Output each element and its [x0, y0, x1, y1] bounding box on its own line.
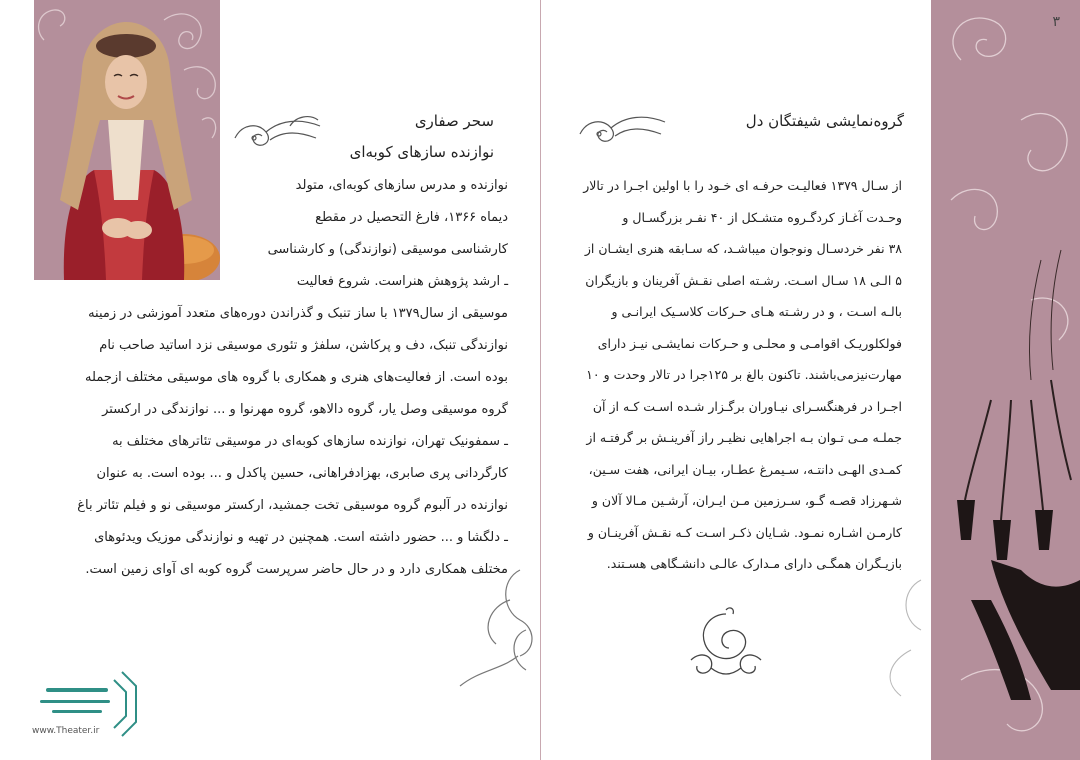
body-line: اجـرا در فرهنگسـرای نیـاوران برگـزار شـده اسـت کـه از آن — [592, 398, 902, 414]
bio-line: ـ دلگشا و ... حضور داشته است. همچنین در تهیه و نوازندگی موزیک ویدئوهای — [94, 530, 508, 545]
body-line: بالـه اسـت ، و در رشـته هـای حـرکات کلاسـیک ایرانـی و — [611, 304, 902, 319]
body-line: از سـال ۱۳۷۹ فعالیـت حرفـه ای خـود را با اولین اجـرا در تالار — [583, 178, 902, 193]
bio-line: مختلف همکاری دارد و در حال حاضر سرپرست گروه کوبه ای آوای زمین است. — [85, 562, 508, 577]
author-bio-body — [32, 298, 508, 586]
bio-line: ـ سمفونیک تهران، نوازنده سازهای کوبه‌ای در موسیقی تئاترهای مختلف به — [112, 434, 508, 449]
right-page — [541, 0, 1080, 760]
body-line: کمـدی الهـی دانتـه، سـیمرغ عطـار، بیـان ایرانی، هفت سـین، — [588, 461, 902, 477]
bio-line: نوازندگی تنبک، دف و پرکاشن، سلفژ و تئوری موسیقی نزد اساتید صاحب نام — [99, 338, 508, 353]
bio-line: ـ ارشد پژوهش هنراست. شروع فعالیت — [296, 274, 508, 289]
bio-line: نوازنده و مدرس سازهای کوبه‌ای، متولد — [295, 178, 508, 193]
body-line: وحـدت آغـاز کردگـروه متشـکل از ۴۰ نفـر بزرگسـال و — [622, 209, 902, 225]
ornament-knot-icon — [681, 606, 771, 682]
body-line: ۵ الـی ۱۸ سـال اسـت. رشـته اصلی نقـش آفرینان و بازیگران — [585, 272, 902, 288]
bio-line: بوده است. از فعالیت‌های هنری و همکاری با گروه های موسیقی مختلف ازجمله — [85, 370, 508, 385]
author-name: سحر صفاری — [414, 112, 494, 130]
body-line: جملـه مـی تـوان بـه اجراهایی نظیـر راز آفرینـش بر گرفتـه از — [586, 430, 902, 445]
portrait-panel — [34, 0, 220, 280]
bio-line: کارگردانی پری صابری، بهزادفراهانی، حسین پاکدل و ... بوده است. به عنوان — [96, 466, 508, 481]
bio-line: موسیقی از سال۱۳۷۹ با ساز تنبک و گذراندن دوره‌های متعدد آموزشی در زمینه — [88, 306, 508, 321]
body-line: کارمـن اشـاره نمـود. شـایان ذکـر اسـت کـه نقـش آفرینـان و — [587, 524, 902, 540]
tassel-panel — [931, 0, 1080, 760]
ornament-scroll-icon — [575, 104, 670, 154]
bio-line: دیماه ۱۳۶۶، فارغ التحصیل در مقطع — [315, 210, 508, 225]
author-role: نوازنده سازهای کوبه‌ای — [349, 143, 494, 161]
portrait-photo — [34, 0, 220, 280]
page-number: ۳ — [1052, 14, 1060, 30]
body-line: فولکلوریـک اقوامـی و محلـی و حـرکات نمایشـی نیـز دارای — [597, 335, 902, 351]
body-line: ۳۸ نفر خردسـال ونوجوان میباشـد، که سـابقه هنری ایشـان از — [584, 241, 902, 256]
bio-line: کارشناسی موسیقی (نوازندگی) و کارشناسی — [267, 242, 508, 257]
body-line: شـهرزاد قصـه گـو، سـرزمین مـن ایـران، آرشـین مـالا آلان و — [591, 493, 902, 508]
logo-url: www.Theater.ir — [32, 726, 100, 736]
ornament-scroll-icon — [841, 560, 931, 700]
group-title: گروه‌نمایشی شیفتگان دل — [745, 112, 904, 130]
body-line: مهارت‌نیزمی‌باشند. تاکنون بالغ بر ۱۲۵جرا در تالار وحدت و ۱۰ — [586, 367, 902, 382]
ornament-scroll-icon — [230, 110, 325, 160]
author-bio-intro — [238, 170, 508, 298]
bio-line: گروه موسیقی وصل یار، گروه دالاهو، گروه مهرنوا و ... نوازندگی در ارکستر — [102, 402, 508, 417]
tassel-illustration — [931, 0, 1080, 760]
bio-line: نوازنده در آلبوم گروه موسیقی تخت جمشید، ارکستر موسیقی نو و فیلم تئاتر باغ — [77, 498, 508, 513]
group-description — [578, 170, 902, 580]
ornament-scroll-icon — [440, 560, 540, 700]
body-line: بازیـگران همگـی دارای مـدارک عالـی دانشـگاهی هسـتند. — [606, 556, 902, 571]
